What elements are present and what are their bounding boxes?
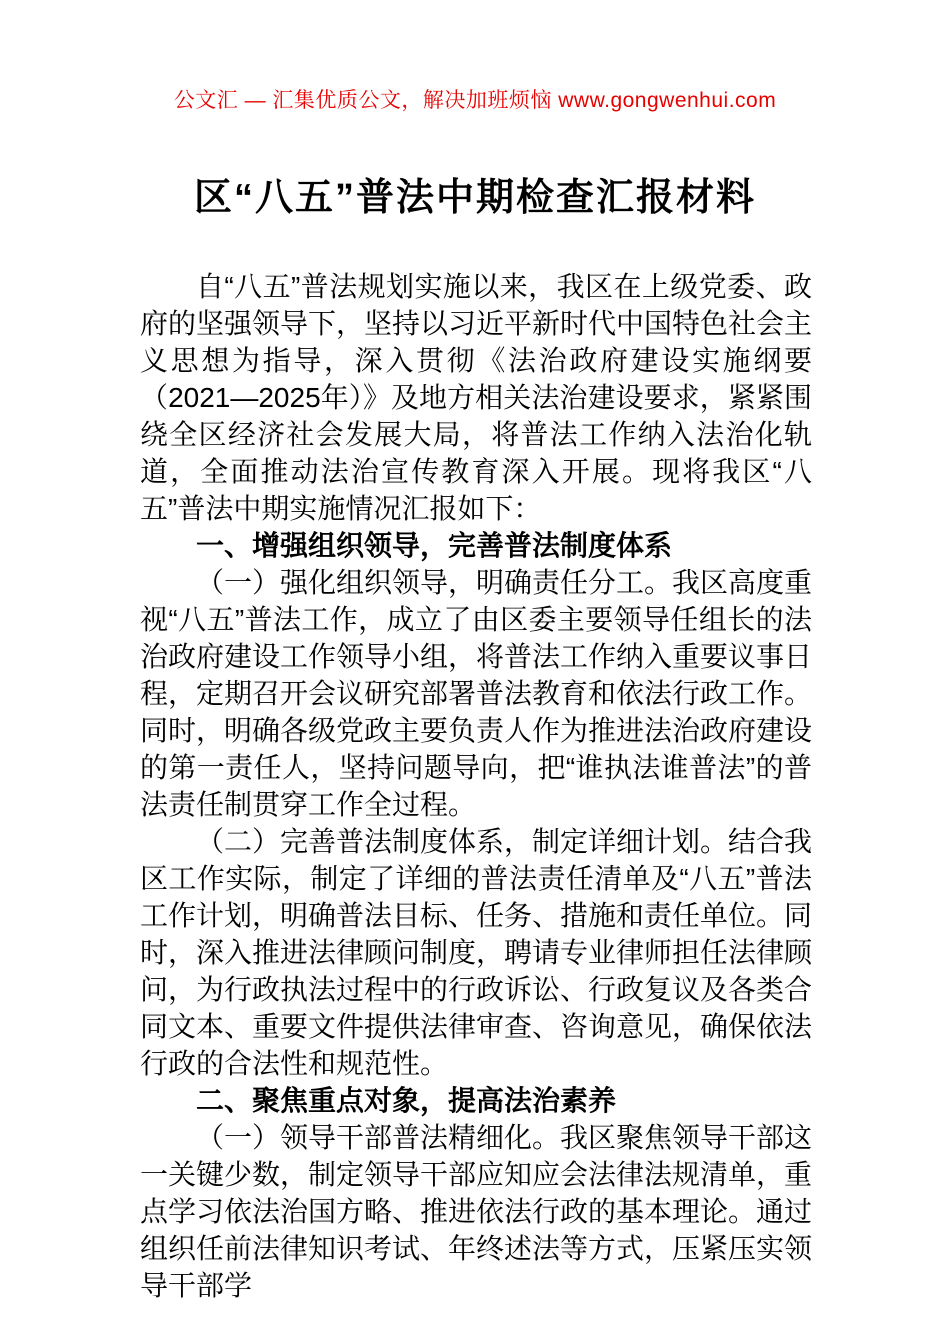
paragraph-1-2: （二）完善普法制度体系，制定详细计划。结合我区工作实际，制定了详细的普法责任清单及“八五”普法工作计划，明确普法目标、任务、措施和责任单位。同时，深入推进法律顾问制度，聘请专业律师担任法律顾问，为行政执法过程中的行政诉讼、行政复议及各类合同文本、重要文件提供法律审查、咨询意见，确保依法行政的合法性和规范性。 xyxy=(140,826,813,1079)
document-body xyxy=(140,268,812,1304)
paragraph-1-1: （一）强化组织领导，明确责任分工。我区高度重视“八五”普法工作，成立了由区委主要领导任组长的法治政府建设工作领导小组，将普法工作纳入重要议事日程，定期召开会议研究部署普法教育和依法行政工作。同时，明确各级党政主要负责人作为推进法治政府建设的第一责任人，坚持问题导向，把“谁执法谁普法”的普法责任制贯穿工作全过程。 xyxy=(140,567,813,820)
section-heading-1: 一、增强组织领导，完善普法制度体系 xyxy=(196,530,673,561)
paragraph-intro: 自“八五”普法规划实施以来，我区在上级党委、政府的坚强领导下，坚持以习近平新时代中国特色社会主义思想为指导，深入贯彻《法治政府建设实施纲要（2021—2025年）》及地方相关法治建设要求，紧紧围绕全区经济社会发展大局，将普法工作纳入法治化轨道，全面推动法治宣传教育深入开展。现将我区“八五”普法中期实施情况汇报如下： xyxy=(140,271,813,524)
document-title: 区“八五”普法中期检查汇报材料 xyxy=(193,177,756,219)
section-heading-2: 二、聚焦重点对象，提高法治素养 xyxy=(196,1085,617,1116)
paragraph-2-1: （一）领导干部普法精细化。我区聚焦领导干部这一关键少数，制定领导干部应知应会法律法规清单，重点学习依法治国方略、推进依法行政的基本理论。通过组织任前法律知识考试、年终述法等方式，压紧压实领导干部学 xyxy=(140,1122,813,1301)
site-watermark-notice: 公文汇 — 汇集优质公文，解决加班烦恼 www.gongwenhui.com xyxy=(173,89,777,112)
